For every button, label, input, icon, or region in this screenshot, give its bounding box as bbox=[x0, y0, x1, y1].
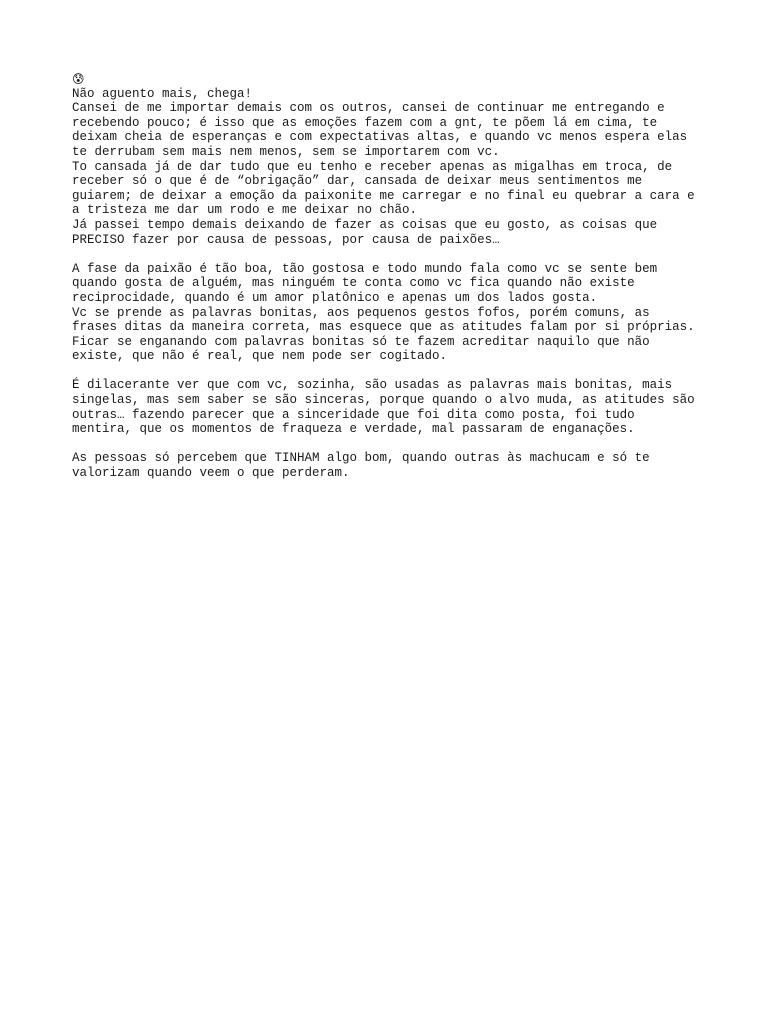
sincerity-paragraph bbox=[72, 378, 712, 436]
paragraph-spacer bbox=[72, 247, 712, 262]
text-line: deixam cheia de esperanças e com expectativas altas, e quando vc menos espera elas bbox=[72, 130, 688, 145]
text-line: quando gosta de alguém, mas ninguém te conta como vc fica quando não existe bbox=[72, 276, 635, 291]
anxious-face-emoji-icon: 😰 bbox=[72, 72, 85, 86]
text-line: mentira, que os momentos de fraqueza e verdade, mal passaram de enganações. bbox=[72, 422, 635, 437]
text-line: A fase da paixão é tão boa, tão gostosa e todo mundo fala como vc se sente bem bbox=[72, 261, 658, 276]
text-line: PRECISO fazer por causa de pessoas, por causa de paixões… bbox=[72, 232, 500, 247]
text-line: existe, que não é real, que nem pode ser cogitado. bbox=[72, 349, 448, 364]
paragraph-spacer bbox=[72, 364, 712, 379]
passion-paragraph bbox=[72, 262, 712, 364]
text-line: É dilacerante ver que com vc, sozinha, são usadas as palavras mais bonitas, mais bbox=[72, 378, 673, 393]
text-line: guiarem; de deixar a emoção da paixonite me carregar e no final eu quebrar a cara e bbox=[72, 188, 695, 203]
paragraph-spacer bbox=[72, 437, 712, 452]
document-page bbox=[72, 72, 712, 481]
text-line: Vc se prende as palavras bonitas, aos pequenos gestos fofos, porém comuns, as bbox=[72, 305, 650, 320]
text-line: receber só o que é de “obrigação” dar, cansada de deixar meus sentimentos me bbox=[72, 174, 643, 189]
intro-paragraph bbox=[72, 87, 712, 248]
text-line: frases ditas da maneira correta, mas esquece que as atitudes falam por si próprias. bbox=[72, 320, 695, 335]
text-line: valorizam quando veem o que perderam. bbox=[72, 466, 350, 481]
text-line: outras… fazendo parecer que a sinceridade que foi dita como posta, foi tudo bbox=[72, 407, 635, 422]
text-line: reciprocidade, quando é um amor platônico e apenas um dos lados gosta. bbox=[72, 290, 598, 305]
closing-paragraph bbox=[72, 451, 712, 480]
text-line: Não aguento mais, chega! bbox=[72, 86, 253, 101]
text-line: Ficar se enganando com palavras bonitas só te fazem acreditar naquilo que não bbox=[72, 334, 650, 349]
text-line: recebendo pouco; é isso que as emoções fazem com a gnt, te põem lá em cima, te bbox=[72, 115, 658, 130]
text-line: te derrubam sem mais nem menos, sem se importarem com vc. bbox=[72, 144, 500, 159]
text-line: Já passei tempo demais deixando de fazer as coisas que eu gosto, as coisas que bbox=[72, 217, 658, 232]
text-line: singelas, mas sem saber se são sinceras, porque quando o alvo muda, as atitudes são bbox=[72, 393, 695, 408]
text-line: Cansei de me importar demais com os outros, cansei de continuar me entregando e bbox=[72, 101, 665, 116]
text-line: a tristeza me dar um rodo e me deixar no chão. bbox=[72, 203, 418, 218]
text-line: To cansada já de dar tudo que eu tenho e receber apenas as migalhas em troca, de bbox=[72, 159, 673, 174]
text-line: As pessoas só percebem que TINHAM algo bom, quando outras às machucam e só te bbox=[72, 451, 650, 466]
